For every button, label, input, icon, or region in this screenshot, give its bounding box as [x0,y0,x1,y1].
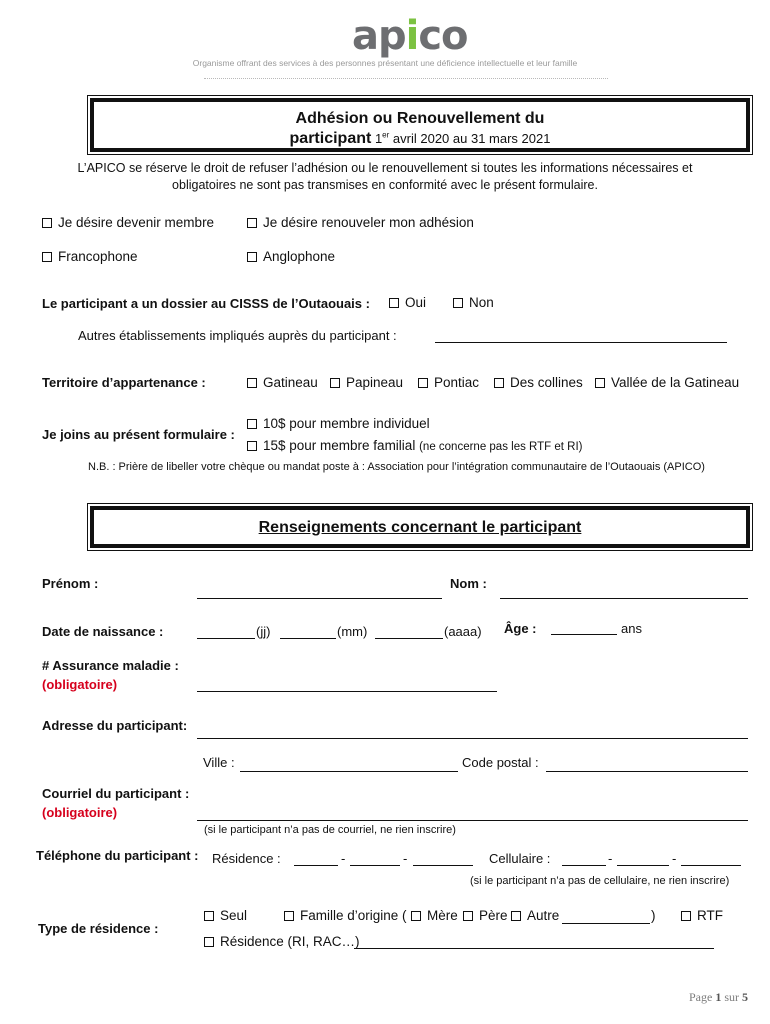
section-participant-box [90,506,750,548]
cell-phone-prefix-field[interactable] [617,865,669,866]
page-number: Page 1 sur 5 [689,990,748,1004]
first-name-label: Prénom : [42,576,99,591]
health-insurance-field[interactable] [197,691,497,692]
residence-mother-checkbox[interactable]: Mère [411,908,458,923]
last-name-label: Nom : [450,576,487,591]
birth-day-field[interactable] [197,638,255,639]
form-period: participant 1er avril 2020 au 31 mars 2021 [289,130,551,147]
cell-phone-note: (si le participant n’a pas de cellulaire, ne rien inscrire) [470,875,730,887]
email-label: Courriel du participant : [42,786,190,801]
birth-month-field[interactable] [280,638,336,639]
fee-individual-checkbox[interactable]: 10$ pour membre individuel [247,416,430,431]
cell-phone-line-field[interactable] [681,865,741,866]
territory-papineau-checkbox[interactable]: Papineau [330,375,403,390]
city-field[interactable] [240,771,458,772]
age-label: Âge : [504,621,537,636]
territory-des-collines-checkbox[interactable]: Des collines [494,375,583,390]
new-member-checkbox[interactable]: Je désire devenir membre [42,215,214,230]
francophone-checkbox[interactable]: Francophone [42,249,138,264]
residence-alone-checkbox[interactable]: Seul [204,908,247,923]
tagline: Organisme offrant des services à des personnes présentant une déficience intellectuelle et leur famille [192,58,578,68]
territory-label: Territoire d’appartenance : [42,375,206,390]
cell-phone-area-field[interactable] [562,865,606,866]
home-phone-area-field[interactable] [294,865,338,866]
apico-logo: apico [352,13,468,59]
address-label: Adresse du participant: [42,718,188,733]
residence-type-label: Type de résidence : [38,921,159,936]
first-name-field[interactable] [197,598,442,599]
home-phone-prefix-field[interactable] [350,865,400,866]
residence-ri-field[interactable] [354,948,714,949]
address-field[interactable] [197,738,748,739]
other-establishments-label: Autres établissements impliqués auprès du participant : [78,328,397,343]
residence-close-paren: ) [651,908,656,923]
birth-day-hint: (jj) [256,624,271,639]
cell-phone-dash-2: - [672,851,677,866]
home-phone-dash-1: - [341,851,346,866]
postal-code-field[interactable] [546,771,748,772]
cisss-no-checkbox[interactable]: Non [453,295,494,310]
email-field[interactable] [197,820,748,821]
cell-phone-dash-1: - [608,851,613,866]
last-name-field[interactable] [500,598,748,599]
other-establishments-field[interactable] [435,342,727,343]
territory-gatineau-checkbox[interactable]: Gatineau [247,375,318,390]
section-participant-title: Renseignements concernant le participant [258,519,582,536]
residence-ri-checkbox[interactable]: Résidence (RI, RAC…) [204,934,360,949]
fee-label: Je joins au présent formulaire : [42,427,235,442]
health-insurance-mandatory: (obligatoire) [42,677,118,692]
home-phone-line-field[interactable] [413,865,473,866]
territory-pontiac-checkbox[interactable]: Pontiac [418,375,479,390]
home-phone-label: Résidence : [212,851,281,866]
email-mandatory: (obligatoire) [42,805,118,820]
cisss-label: Le participant a un dossier au CISSS de l’Outaouais : [42,296,370,311]
home-phone-dash-2: - [403,851,408,866]
birth-month-hint: (mm) [337,624,368,639]
residence-other-checkbox[interactable]: Autre [511,908,559,923]
notice-text: L’APICO se réserve le droit de refuser l’adhésion ou le renouvellement si toutes les informations nécessaires et obligatoires ne sont pas transmises en conformité avec le présent formulaire. [77,161,693,192]
residence-father-checkbox[interactable]: Père [463,908,508,923]
age-unit: ans [621,621,642,636]
title-box [90,98,750,152]
tagline-divider [204,78,608,79]
city-label: Ville : [203,755,235,770]
form-title: Adhésion ou Renouvellement du [295,110,545,127]
age-field[interactable] [551,634,617,635]
nb-payment-note: N.B. : Prière de libeller votre chèque ou mandat poste à : Association pour l’intégration communautaire de l’Outaouais (APICO) [88,461,705,473]
birth-year-hint: (aaaa) [444,624,482,639]
postal-code-label: Code postal : [462,755,539,770]
phone-label: Téléphone du participant : [36,848,199,863]
renew-checkbox[interactable]: Je désire renouveler mon adhésion [247,215,474,230]
birth-date-label: Date de naissance : [42,624,164,639]
residence-other-field[interactable] [562,923,650,924]
fee-family-checkbox[interactable]: 15$ pour membre familial (ne concerne pas les RTF et RI) [247,438,583,453]
cell-phone-label: Cellulaire : [489,851,551,866]
anglophone-checkbox[interactable]: Anglophone [247,249,335,264]
residence-rtf-checkbox[interactable]: RTF [681,908,723,923]
cisss-yes-checkbox[interactable]: Oui [389,295,426,310]
birth-year-field[interactable] [375,638,443,639]
territory-vallee-gatineau-checkbox[interactable]: Vallée de la Gatineau [595,375,739,390]
email-note: (si le participant n’a pas de courriel, ne rien inscrire) [204,824,456,836]
residence-family-origin-checkbox[interactable]: Famille d’origine ( [284,908,407,923]
health-insurance-label: # Assurance maladie : [42,658,179,673]
